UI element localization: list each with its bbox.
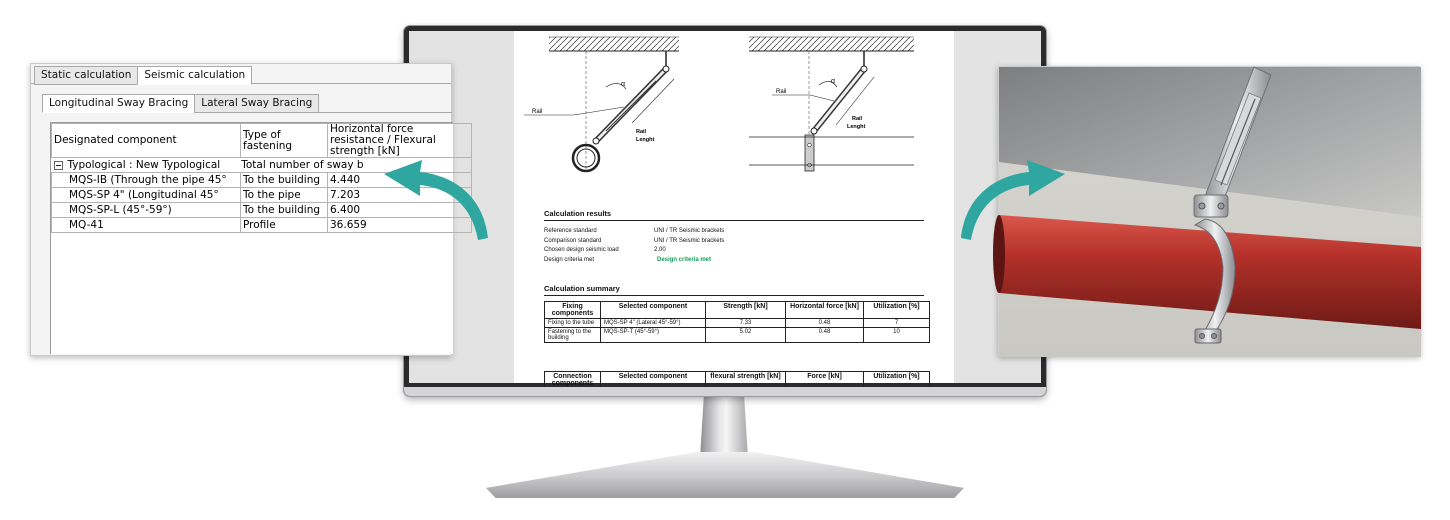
connection-header: Utilization [%]	[864, 372, 930, 389]
results-title: Calculation results	[544, 209, 612, 218]
table-cell: To the building	[241, 173, 328, 188]
table-cell: Fixing to the tube	[545, 319, 601, 328]
results-key: Design criteria met	[544, 256, 595, 263]
tab-seismic-calculation[interactable]: Seismic calculation	[137, 66, 252, 85]
diagram-right-rail-label: Rail	[776, 89, 787, 95]
table-cell: To the pipe	[241, 188, 328, 203]
connection-header: Connection components	[545, 372, 601, 389]
results-list	[544, 227, 777, 265]
group-label: Typological : New Typological	[67, 159, 221, 171]
results-value: 2.00	[654, 247, 666, 253]
table-cell: 7.203	[328, 188, 472, 203]
results-value: UNI / TR Seismic brackets	[654, 237, 725, 244]
diagram-left-alpha: α	[621, 81, 626, 88]
table-cell: 4.440	[328, 173, 472, 188]
table-cell: MQ-41	[52, 218, 241, 233]
table-cell: Profile	[241, 218, 328, 233]
table-cell: To the building	[241, 203, 328, 218]
table-cell: MQS-SP 4" (Longitudinal 45°	[52, 188, 241, 203]
summary-rule	[544, 295, 924, 296]
column-header-component[interactable]: Designated component	[52, 124, 241, 158]
monitor-screen	[409, 31, 1041, 387]
table-cell: 0.48	[786, 319, 864, 328]
design-criteria-status: Design criteria met	[657, 256, 712, 263]
table-cell: 5.02	[706, 328, 786, 343]
table-cell: 36.659	[328, 218, 472, 233]
diagram-left-length-1: Rail	[636, 129, 647, 135]
monitor	[404, 26, 1046, 396]
connection-header: flexural strength [kN]	[706, 372, 786, 389]
fixing-components-table	[544, 301, 930, 343]
table-cell: MQS-SP-T (45°-59°)	[601, 328, 706, 343]
tab-static-calculation[interactable]: Static calculation	[34, 66, 138, 85]
table-cell: 6.400	[328, 203, 472, 218]
diagram-right-length-1: Rail	[852, 116, 863, 122]
table-cell: MQS-SP-L (45°-59°)	[52, 203, 241, 218]
monitor-stand-base	[486, 452, 964, 498]
summary-title: Calculation summary	[544, 284, 620, 293]
arrow-to-software-icon	[380, 140, 495, 245]
diagram-right-length-2: Lenght	[847, 124, 866, 130]
column-header-fastening[interactable]: Type of fastening	[241, 124, 328, 158]
table-cell: 0.48	[786, 328, 864, 343]
top-tabs	[34, 66, 251, 85]
diagram-profile	[749, 37, 914, 171]
arrow-to-photo-icon	[955, 140, 1070, 245]
results-key: Comparison standard	[544, 237, 602, 244]
results-key: Reference standard	[544, 228, 597, 234]
table-cell: 7	[864, 319, 930, 328]
results-rule	[544, 220, 924, 221]
monitor-stand-neck	[700, 396, 748, 458]
table-cell: MQS-IB (Through the pipe 45°	[52, 173, 241, 188]
diagram-right-alpha: α	[831, 78, 836, 85]
column-header-strength[interactable]: Horizontal force resistance / Flexural strength [kN]	[328, 124, 472, 158]
results-row	[544, 256, 777, 266]
connection-header: Force [kN]	[786, 372, 864, 389]
collapse-group-icon[interactable]	[54, 161, 63, 170]
connection-header: Selected component	[601, 372, 706, 389]
sub-tabs	[42, 94, 318, 113]
diagram-left-length-2: Lenght	[636, 137, 655, 143]
fixing-header: Selected component	[601, 302, 706, 319]
results-row	[544, 246, 777, 256]
tab-longitudinal-sway-bracing[interactable]: Longitudinal Sway Bracing	[42, 94, 195, 113]
monitor-chin	[404, 387, 1046, 396]
results-row	[544, 227, 777, 237]
fixing-header: Horizontal force [kN]	[786, 302, 864, 319]
diagram-left-rail-label: Rail	[532, 109, 543, 115]
fixing-header: Strength [kN]	[706, 302, 786, 319]
table-row	[545, 328, 930, 343]
table-cell: MQS-SP 4" (Lateral 45°-59°)	[601, 319, 706, 328]
results-value: UNI / TR Seismic brackets	[654, 228, 725, 234]
tab-lateral-sway-bracing[interactable]: Lateral Sway Bracing	[194, 94, 319, 113]
report-page	[514, 31, 954, 387]
bracing-diagrams	[514, 31, 954, 201]
results-row	[544, 237, 777, 247]
fixing-header: Utilization [%]	[864, 302, 930, 319]
results-key: Chosen design seismic load	[544, 247, 619, 253]
table-row	[545, 319, 930, 328]
group-total-label: Total number of sway b	[241, 159, 364, 171]
diagram-pipe-clamp	[524, 37, 679, 171]
table-cell: 7.33	[706, 319, 786, 328]
table-cell: Fastening to the building	[545, 328, 601, 343]
fixing-header: Fixing components	[545, 302, 601, 319]
table-cell: 10	[864, 328, 930, 343]
